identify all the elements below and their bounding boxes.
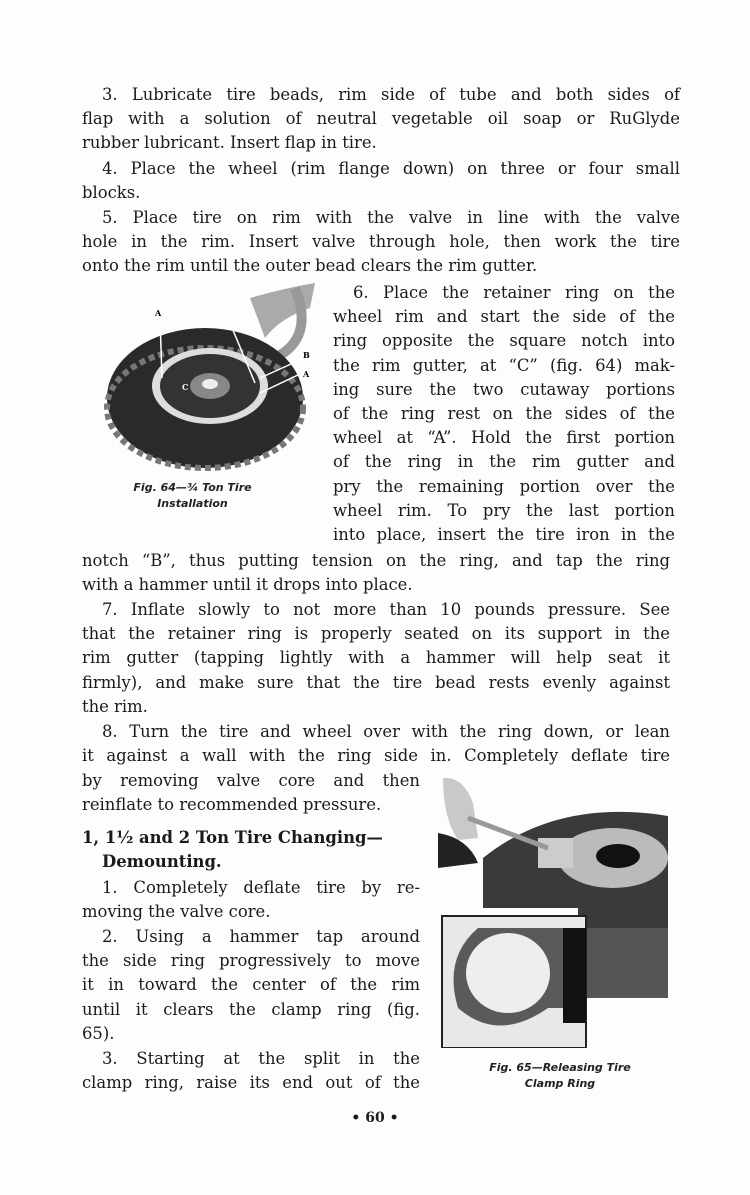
text-line: blocks. [82, 183, 141, 203]
text-line: by removing valve core and then [82, 771, 420, 790]
figure-label-a: A [303, 369, 310, 379]
text-line: moving the valve core. [82, 902, 271, 922]
paragraph-p4 [82, 157, 680, 205]
text-line: notch “B”, thus putting tension on the ring, and tap the ring [82, 551, 670, 570]
text-line: that the retainer ring is properly seated on its support in the [82, 624, 670, 644]
paragraph-p6a [333, 281, 675, 547]
text-line: reinflate to recommended pressure. [82, 795, 382, 815]
paragraph-p3 [82, 83, 680, 156]
text-line: 4. Place the wheel (rim flange down) on three or four small [102, 159, 680, 178]
figure-64-tire-installation-image [100, 278, 325, 478]
figure-65-caption-line: Fig. 65—Releasing Tire [489, 1061, 631, 1074]
text-line: wheel at “A”. Hold the first portion [333, 428, 675, 448]
text-line: the rim. [82, 696, 148, 716]
text-line: hole in the rim. Insert valve through hole, then work the tire [82, 232, 680, 252]
text-line: onto the rim until the outer bead clears the rim gutter. [82, 256, 538, 276]
text-line: pry the remaining portion over the [333, 476, 675, 496]
paragraph-p8b [82, 769, 420, 817]
figure-65-releasing-clamp-ring-image [438, 778, 668, 1048]
text-line: with a hammer until it drops into place. [82, 575, 413, 595]
text-line: firmly), and make sure that the tire bead rests evenly against [82, 672, 670, 692]
text-line: 3. Starting at the split in the [102, 1049, 420, 1068]
figure-label-b: B [303, 350, 310, 360]
text-line: 5. Place tire on rim with the valve in line with the valve [102, 208, 680, 227]
figure-65-caption-line: Clamp Ring [524, 1077, 596, 1090]
text-line: rubber lubricant. Insert flap in tire. [82, 133, 377, 153]
text-line: Demounting. [102, 852, 222, 872]
figure-64-caption-line: Fig. 64—¾ Ton Tire [133, 481, 252, 494]
page-number: • 60 • [351, 1110, 399, 1126]
text-line: the rim gutter, at “C” (fig. 64) mak- [333, 355, 675, 375]
text-line: the side ring progressively to move [82, 951, 420, 971]
text-line: rim gutter (tapping lightly with a hammer will help seat it [82, 648, 670, 668]
text-line: ing sure the two cutaway portions [333, 379, 675, 399]
text-line: 1, 1½ and 2 Ton Tire Changing— [82, 828, 383, 847]
text-line: of the ring rest on the sides of the [333, 403, 675, 423]
text-line: into place, insert the tire iron in the [333, 524, 675, 544]
text-line: wheel rim and start the side of the [333, 307, 675, 327]
text-line: 8. Turn the tire and wheel over with the ring down, or lean [102, 722, 670, 741]
text-line: until it clears the clamp ring (fig. [82, 999, 420, 1019]
text-line: flap with a solution of neutral vegetable oil soap or RuGlyde [82, 109, 680, 129]
text-line: clamp ring, raise its end out of the [82, 1073, 420, 1093]
paragraph-d1 [82, 876, 420, 924]
paragraph-p8a [82, 720, 670, 768]
paragraph-d2 [82, 925, 420, 1046]
text-line: of the ring in the rim gutter and [333, 452, 675, 472]
section-heading [82, 826, 420, 874]
text-line: ring opposite the square notch into [333, 331, 675, 351]
paragraph-p5 [82, 206, 680, 279]
text-line: wheel rim. To pry the last portion [333, 500, 675, 520]
figure-65-caption [470, 1060, 650, 1092]
paragraph-d3 [82, 1047, 420, 1095]
text-line: 1. Completely deflate tire by re- [102, 878, 420, 897]
text-line: 65). [82, 1023, 115, 1043]
figure-label-c: C [182, 382, 189, 392]
text-line: it against a wall with the ring side in. Completely deflate tire [82, 746, 670, 766]
paragraph-p7 [82, 598, 670, 719]
text-line: 6. Place the retainer ring on the [353, 283, 675, 302]
text-line: 3. Lubricate tire beads, rim side of tube and both sides of [102, 85, 680, 104]
figure-label-a: A [155, 308, 162, 318]
figure-64-caption-line: Installation [157, 497, 228, 510]
figure-64-caption [105, 480, 280, 512]
text-line: it in toward the center of the rim [82, 975, 420, 995]
text-line: 7. Inflate slowly to not more than 10 pounds pressure. See [102, 600, 670, 619]
text-line: 2. Using a hammer tap around [102, 927, 420, 946]
paragraph-p6b [82, 549, 670, 597]
